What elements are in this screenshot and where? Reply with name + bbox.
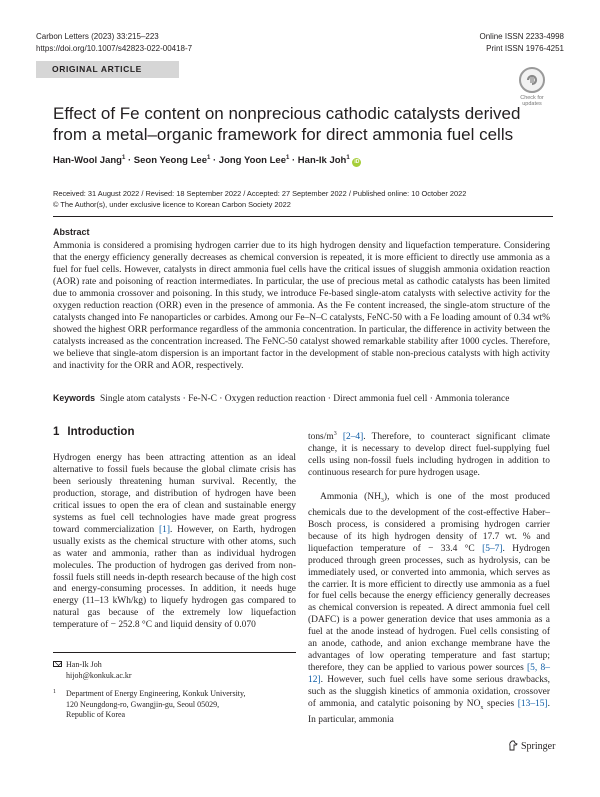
keywords-label: Keywords — [53, 393, 96, 403]
body-column-left — [53, 453, 296, 632]
text-run: . In particular, ammonia — [308, 699, 550, 725]
citation-link[interactable]: [5, 8–12] — [308, 663, 550, 686]
doi-link[interactable]: https://doi.org/10.1007/s42823-022-00418-7 — [36, 43, 193, 53]
author-separator: · — [289, 155, 298, 167]
text-run: . However, such fuel cells have some serious drawbacks, such as the sluggish kinetics of ammonia oxidation, crossover of ammonia, and catalytic poisoning by NO — [308, 675, 550, 710]
section-number: 1 — [53, 426, 60, 438]
text-run: Ammonia (NH — [320, 491, 381, 502]
section-title: Introduction — [67, 426, 135, 438]
envelope-icon — [53, 661, 62, 667]
section-heading — [53, 426, 134, 438]
check-updates-icon — [519, 67, 545, 93]
springer-horse-icon — [508, 740, 518, 754]
keywords — [53, 392, 553, 405]
abstract-rule — [53, 216, 553, 217]
text-run: . Hydrogen produced through green processes, such as hydrolysis, can be immediately used, or converted into ammonia, which serves as the carrier. It is more efficient to directly use ammonia as a fuel for fuel cells because the energy efficiency generally decreases as chemical conversion is repeated. A direct ammonia fuel cell (DAFC) is a power generation device that uses ammonia as a fuel at the anode instead of hydrogen. Fuel cells consisting of an anode, cathode, and anion exchange membrane have the advantages of low operating temperature and fast startup; therefore, they can be applied to various power sources — [308, 543, 550, 674]
affiliation-marker: 1 — [346, 155, 350, 161]
affiliation-marker: 1 — [206, 155, 211, 161]
paragraph — [308, 492, 550, 727]
corresponding-email[interactable]: hijoh@konkuk.ac.kr — [66, 670, 132, 680]
history-dates: Received: 31 August 2022 / Revised: 18 September 2022 / Accepted: 27 September 2022 / Published online: 10 October 2022 — [53, 189, 467, 198]
journal-citation: Carbon Letters (2023) 33:215–223 — [36, 32, 159, 41]
citation-link[interactable]: [13–15] — [517, 699, 548, 710]
affiliation-line: 120 Neungdong-ro, Gwangjin-gu, Seoul 05029, — [66, 699, 220, 709]
text-run: ), which is one of the most produced chemicals due to the development of the cost-effective Haber–Bosch process, is considered a promising hydrogen carrier because of its high hydrogen density of 17.7 wt. % and liquefaction temperature of − 33.4 °C — [308, 491, 550, 554]
superscript: 3 — [333, 431, 337, 437]
affiliation-line: Department of Energy Engineering, Konkuk University, — [66, 689, 246, 698]
author-name[interactable]: Han-Ik Joh — [297, 155, 347, 167]
corresponding-name: Han-Ik Joh — [66, 660, 102, 669]
text-run: species — [483, 699, 518, 710]
copyright-line: © The Author(s), under exclusive licence to Korean Carbon Society 2022 — [53, 199, 291, 209]
citation-link[interactable]: [1] — [159, 524, 171, 535]
body-column-right — [308, 429, 550, 727]
abstract-heading: Abstract — [53, 227, 90, 237]
check-updates-line2: updates — [522, 101, 542, 107]
print-issn: Print ISSN 1976-4251 — [486, 43, 564, 53]
article-type-badge: ORIGINAL ARTICLE — [36, 61, 179, 78]
author-separator: · — [210, 155, 219, 167]
publisher-name: Springer — [521, 741, 556, 752]
subscript: x — [480, 704, 484, 711]
text-run: . However, on Earth, hydrogen usually exists as the chemical structure with other atoms, such as water and ammonia, rather than as individual hydrogen molecules. The production of hydrogen gas derived from non-fossil fuels still needs in-depth research because of the high cost and energy-consuming processes. In addition, it needs huge energy (11–13 kWh/kg) to liquefy hydrogen gas compared to natural gas because of the extremely low liquefaction temperature of − 252.8 °C and liquid density of 0.070 — [53, 524, 296, 631]
subscript: 3 — [380, 497, 384, 504]
article-history — [53, 189, 466, 210]
orcid-icon[interactable]: iD — [354, 159, 360, 166]
publisher-logo — [508, 740, 555, 754]
affiliation-marker: 1 — [286, 155, 290, 161]
citation-link[interactable]: [5–7] — [482, 543, 503, 554]
paragraph — [308, 429, 550, 480]
author-name[interactable]: Han-Wool Jang — [53, 155, 122, 167]
affiliation-marker: 1 — [121, 155, 126, 161]
title-line-2: from a metal–organic framework for direct ammonia fuel cells — [53, 125, 514, 144]
title-line-1: Effect of Fe content on nonprecious cathodic catalysts derived — [53, 104, 521, 123]
online-issn: Online ISSN 2233-4998 — [479, 32, 564, 41]
author-list — [53, 155, 361, 167]
abstract-text: Ammonia is considered a promising hydrogen carrier due to its high hydrogen density and liquefaction temperature. Considering that the energy efficiency generally decreases as chemical conversion is repeated, it is more efficient to directly use ammonia as a fuel for fuel cells. However, catalysts in direct ammonia fuel cells have the critical issues of sluggish ammonia oxidation reaction (AOR) rate and poisoning of reaction intermediates. In particular, the use of precious metal as cathodic catalysts has been limited due to ammonia crossover and poisoning. In this study, we introduce Fe-based single-atom catalysts with selective activity for the oxygen reduction reaction (ORR) even in the presence of ammonia. As the Fe content increased, the single-atom structure of the catalysts changed into Fe nanoparticles or carbides. Among our Fe–N–C catalysts, FeNC-50 with a Fe loading amount of 0.34 wt% showed the highest ORR performance regardless of the ammonia concentration. In particular, the difference in activity between the catalysts increased as the concentration increased. The FeNC-50 catalyst showed remarkable stability after 1000 cycles. Therefore, we believe that single-atom dispersion is an important factor in the development of stable non-precious catalysts with high activity and inactivity for the ORR and AOR, respectively. — [53, 241, 550, 371]
footnote-rule — [53, 652, 296, 653]
text-run: Hydrogen energy has been attracting attention as an ideal alternative to fossil fuels because the global climate crisis has been seriously threatening human survival. Recently, the production, storage, and distribution of hydrogen have been critical issues to open the era of clean and sustainable energy systems as fuel cell technologies have made great progress toward commercialization — [53, 453, 296, 535]
paragraph — [53, 453, 296, 632]
text-run: tons/m — [308, 432, 334, 443]
check-updates-line1: Check for — [520, 95, 544, 101]
check-for-updates-button[interactable] — [517, 67, 547, 107]
affiliation-number: 1 — [53, 689, 56, 695]
author-name[interactable]: Seon Yeong Lee — [133, 155, 207, 167]
text-run: . Therefore, to counteract significant climate change, it is necessary to develop direct fuel-supplying fuel cells using non-fossil fuels including hydrogen in addition to continuous research for pure hydrogen usage. — [308, 432, 550, 478]
author-name[interactable]: Jong Yoon Lee — [218, 155, 286, 167]
article-title — [53, 103, 553, 145]
citation-link[interactable]: [2–4] — [342, 432, 364, 443]
keywords-text: Single atom catalysts · Fe-N-C · Oxygen reduction reaction · Direct ammonia fuel cell · Ammonia tolerance — [100, 394, 510, 404]
author-separator: · — [125, 155, 134, 167]
affiliation-line: Republic of Korea — [66, 710, 126, 719]
